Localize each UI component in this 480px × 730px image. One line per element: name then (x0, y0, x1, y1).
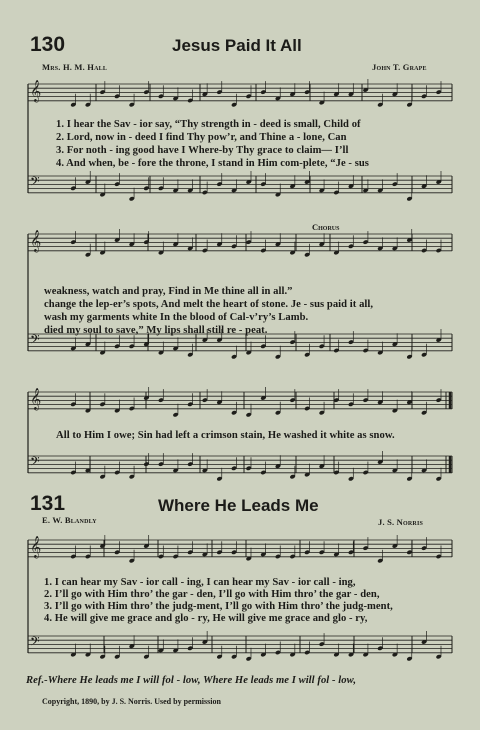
hymn-130-verse-1-line-2: weakness, watch and pray, Find in Me thine all in all.” (44, 286, 293, 297)
hymn-130-verse-2-line-1: 2. Lord, now in - deed I find Thy pow’r, and Thine a - lone, Can (56, 132, 347, 143)
hymn-130-chorus-text: All to Him I owe; Sin had left a crimson stain, He washed it white as snow. (56, 430, 395, 441)
hymn-130-verse-4-line-1: 4. And when, be - fore the throne, I stand in Him com-plete, “Je - sus (56, 158, 369, 169)
system-1-clef: 𝄢 (30, 174, 40, 192)
hymn-130-title: Jesus Paid It All (172, 36, 302, 55)
hymn-130-verse-4-line-2: died my soul to save,” My lips shall still re - peat. (44, 325, 268, 336)
system-2-clef: 𝄢 (30, 332, 40, 350)
hymn-130-number: 130 (30, 33, 66, 56)
hymn-131-lyricist: E. W. Blandly (42, 515, 97, 525)
copyright-notice: Copyright, 1890, by J. S. Norris. Used by permission (42, 697, 221, 706)
hymn-131-verse-2: 2. I’ll go with Him thro’ the gar - den, I’ll go with Him thro’ the gar - den, (44, 589, 380, 600)
hymn-130-composer: John T. Grape (372, 62, 427, 72)
hymn-131-title: Where He Leads Me (158, 496, 319, 515)
hymn-131-number: 131 (30, 492, 66, 515)
hymn-130-verse-3-line-1: 3. For noth - ing good have I Where-by Thy grace to claim— I’ll (56, 145, 349, 156)
hymn-130-verse-2-line-2: change the lep-er’s spots, And melt the heart of stone. Je - sus paid it all, (44, 299, 374, 310)
hymn-131-refrain: Ref.-Where He leads me I will fol - low, Where He leads me I will fol - low, (26, 675, 357, 686)
chorus-label: Chorus (312, 222, 340, 232)
hymn-130-verse-3-line-2: wash my garments white In the blood of Cal-v’ry’s Lamb. (44, 312, 309, 323)
hymn-131-verse-4: 4. He will give me grace and glo - ry, He will give me grace and glo - ry, (44, 613, 368, 624)
system-4-clef: 𝄢 (30, 634, 40, 652)
hymn-131-verse-3: 3. I’ll go with Him thro’ the judg-ment, I’ll go with Him thro’ the judg-ment, (44, 601, 393, 612)
system-2-clef: 𝄞 (30, 230, 42, 252)
hymn-131-verse-1: 1. I can hear my Sav - ior call - ing, I can hear my Sav - ior call - ing, (44, 577, 356, 588)
system-3-clef: 𝄢 (30, 454, 40, 472)
hymn-131-composer: J. S. Norris (378, 517, 424, 527)
system-1-clef: 𝄞 (30, 80, 42, 102)
hymn-130-verse-1-line-1: 1. I hear the Sav - ior say, “Thy strength in - deed is small, Child of (56, 119, 361, 130)
hymn-130-lyricist: Mrs. H. M. Hall (42, 62, 108, 72)
system-4-clef: 𝄞 (30, 536, 42, 558)
system-3-clef: 𝄞 (30, 388, 42, 410)
